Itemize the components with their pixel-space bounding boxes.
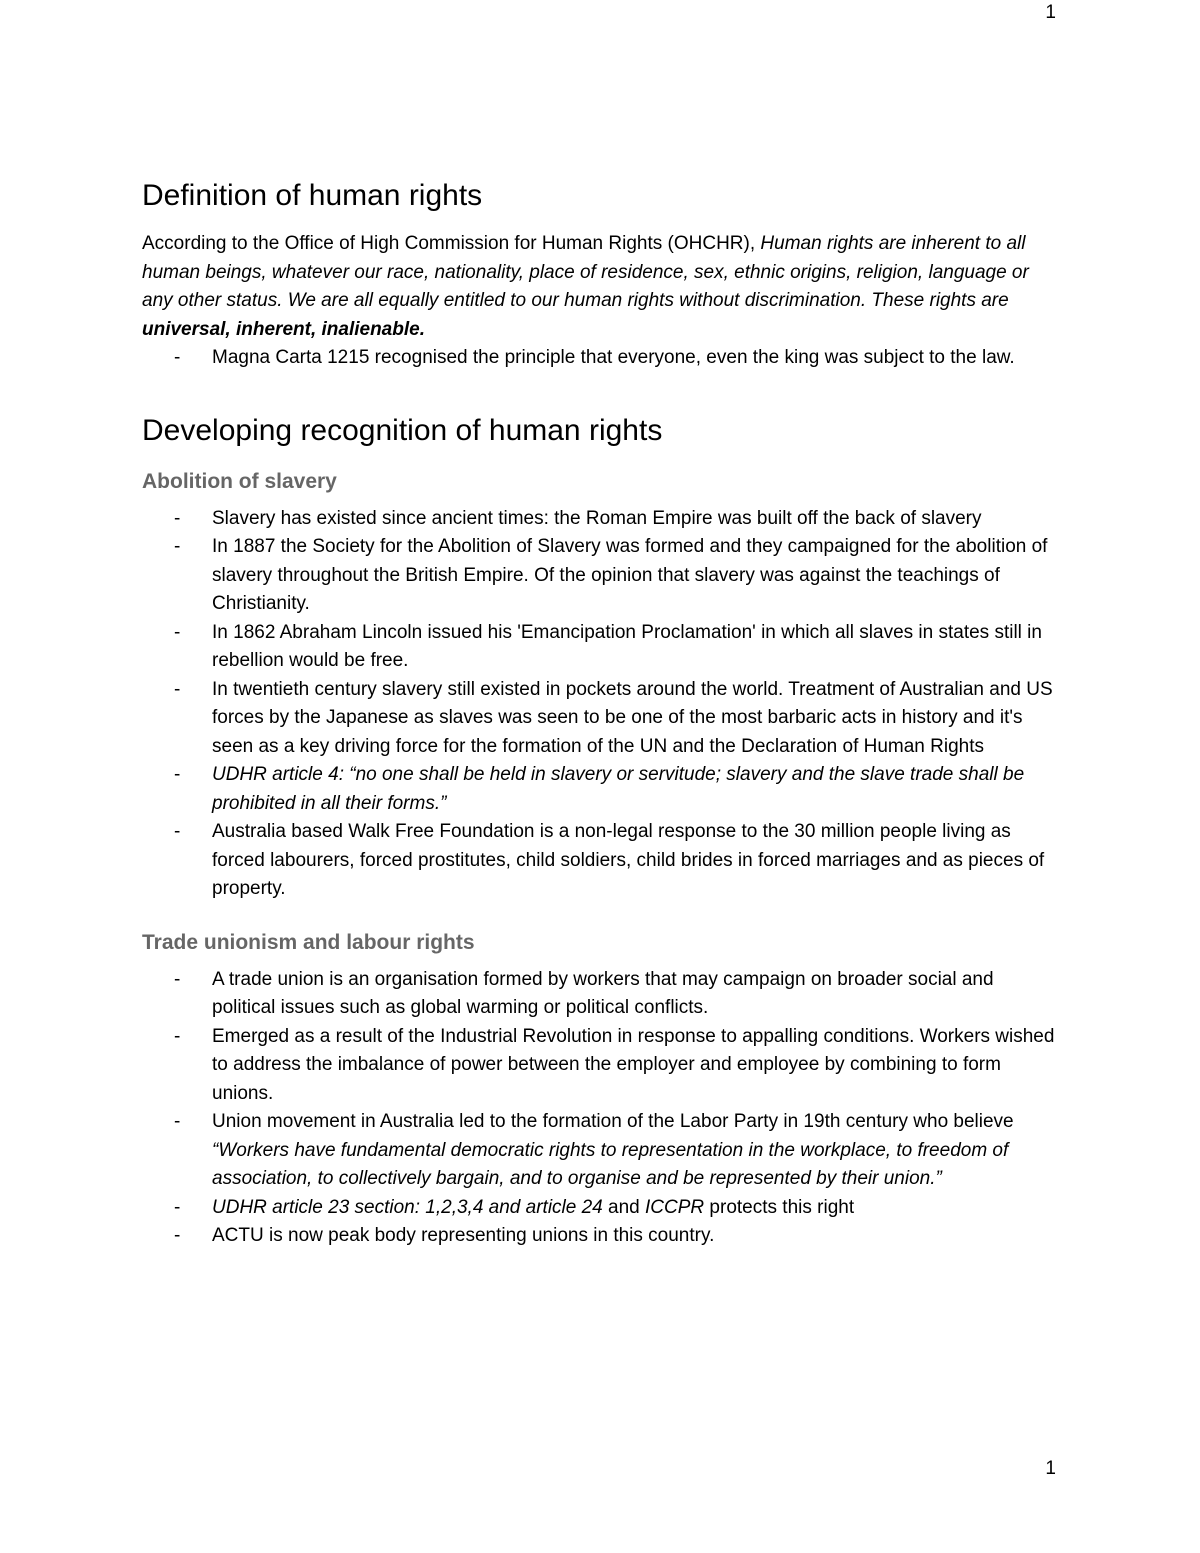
page-number-top: 1 (1045, 2, 1056, 23)
protects-text: protects this right (704, 1196, 855, 1218)
list-item (142, 1194, 1062, 1223)
definition-list (142, 344, 1062, 373)
list-item: - A trade union is an organisation formed by workers that may campaign on broader social and political issues such as global warming or political conflicts. (142, 966, 1062, 1023)
list-item: - In 1862 Abraham Lincoln issued his 'Emancipation Proclamation' in which all slaves in states still in rebellion would be free. (142, 619, 1062, 676)
list-item: - Slavery has existed since ancient times: the Roman Empire was built off the back of slavery (142, 505, 1062, 534)
iccpr-ref: ICCPR (645, 1196, 705, 1218)
list-item (142, 761, 1062, 818)
labor-party-plain: Union movement in Australia led to the formation of the Labor Party in 19th century who believe (212, 1111, 1014, 1132)
list-item: - In twentieth century slavery still existed in pockets around the world. Treatment of Australian and US forces by the Japanese as slaves was seen to be one of the most barbaric acts in history and it's seen as a key driving force for the formation of the UN and the Declaration of Human Rights (142, 676, 1062, 762)
definition-intro-bold: universal, inherent, inalienable. (142, 318, 425, 340)
subheading-slavery: Abolition of slavery (142, 469, 337, 493)
subheading-trade-unionism: Trade unionism and labour rights (142, 930, 475, 954)
and-text: and (602, 1196, 646, 1218)
udhr-article-4-quote: UDHR article 4: “no one shall be held in slavery or servitude; slavery and the slave trade shall be prohibited in all their forms.” (212, 764, 1025, 814)
list-item: - In 1887 the Society for the Abolition of Slavery was formed and they campaigned for the abolition of slavery throughout the British Empire. Of the opinion that slavery was against the teachings of Christianity. (142, 533, 1062, 619)
list-item: - ACTU is now peak body representing unions in this country. (142, 1222, 1062, 1251)
document-body (142, 176, 1062, 1251)
trade-list (142, 966, 1062, 1251)
list-item: - Emerged as a result of the Industrial Revolution in response to appalling conditions. Workers wished to address the imbalance of power between the employer and employee by combining to form unions. (142, 1023, 1062, 1109)
slavery-list (142, 505, 1062, 904)
definition-paragraph (142, 230, 1062, 344)
list-item (142, 1108, 1062, 1194)
list-item: - Magna Carta 1215 recognised the principle that everyone, even the king was subject to the law. (142, 344, 1062, 373)
heading-definition: Definition of human rights (142, 179, 483, 212)
definition-intro-plain: According to the Office of High Commission for Human Rights (OHCHR), (142, 233, 761, 254)
definition-intro-italic: Human rights are inherent to all human beings, whatever our race, nationality, place of residence, sex, ethnic origins, religion, language or any other status. We are all equally entitled to our human rights without discrimination. These rights are (142, 233, 1029, 311)
udhr-article-23-ref: UDHR article 23 section: 1,2,3,4 and article 24 (212, 1196, 603, 1218)
list-item: - Australia based Walk Free Foundation is a non-legal response to the 30 million people living as forced labourers, forced prostitutes, child soldiers, child brides in forced marriages and as pieces of property. (142, 818, 1062, 904)
page-number-bottom: 1 (1045, 1458, 1056, 1479)
heading-developing: Developing recognition of human rights (142, 413, 663, 447)
labor-party-quote: “Workers have fundamental democratic rights to representation in the workplace, to freedom of association, to collectively bargain, and to organise and be represented by their union.” (212, 1139, 1009, 1189)
